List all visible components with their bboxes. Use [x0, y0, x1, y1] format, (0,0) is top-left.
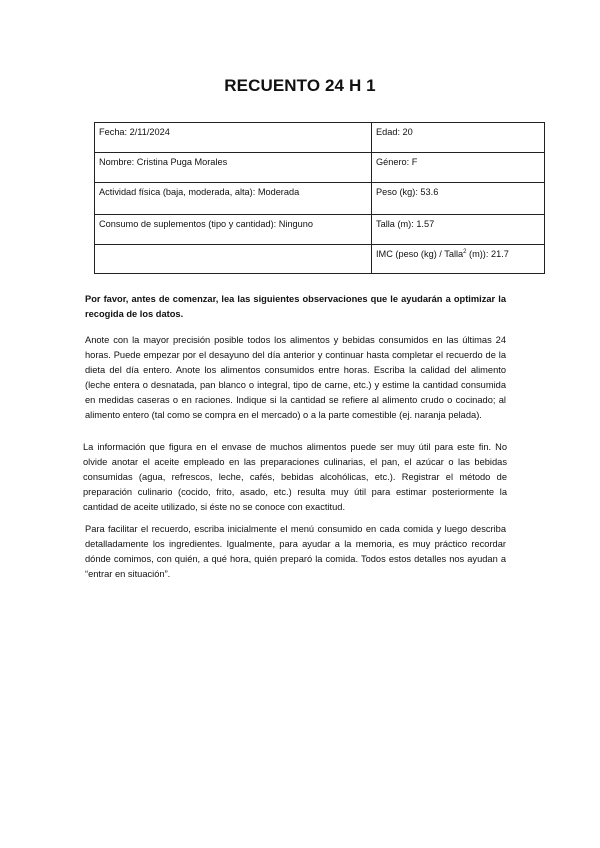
supplements-cell: Consumo de suplementos (tipo y cantidad): Ninguno: [95, 215, 372, 245]
table-row: [95, 153, 545, 183]
table-row: [95, 245, 545, 274]
document-title: RECUENTO 24 H 1: [224, 76, 376, 95]
table-row: [95, 123, 545, 153]
physical-activity-cell: Actividad física (baja, moderada, alta): Moderada: [95, 183, 372, 215]
paragraph-instructions: Anote con la mayor precisión posible todos los alimentos y bebidas consumidos en las últimas 24 horas. Puede empezar por el desayuno del día anterior y continuar hasta completar el recuerdo de la dieta del día entero. Anote los alimentos consumidos entre horas. Escriba la calidad del alimento (leche entera o desnatada, pan blanco o integral, tipo de carne, etc.) y estime la cantidad consumida en medidas caseras o en raciones. Indique si la cantidad se refiere al alimento crudo o cocinado; al alimento entero (tal como se compra en el mercado) o a la parte comestible (ej. naranja pelada).: [85, 335, 506, 420]
date-cell: Fecha: 2/11/2024: [95, 123, 372, 153]
gender-cell: Género: F: [372, 153, 545, 183]
patient-info-table: [94, 122, 545, 274]
empty-cell: [95, 245, 372, 274]
height-cell: Talla (m): 1.57: [372, 215, 545, 245]
bmi-cell: [372, 245, 545, 274]
table-row: [95, 215, 545, 245]
name-cell: Nombre: Cristina Puga Morales: [95, 153, 372, 183]
age-cell: Edad: 20: [372, 123, 545, 153]
paragraph-recall-tips: Para facilitar el recuerdo, escriba inicialmente el menú consumido en cada comida y luego describa detalladamente los ingredientes. Igualmente, para ayudar a la memoria, es muy práctico recordar dónde comimos, con quién, a qué hora, quién preparó la comida. Todos estos detalles nos ayudan a “entrar en situación”.: [85, 524, 506, 579]
table-row: [95, 183, 545, 215]
weight-cell: Peso (kg): 53.6: [372, 183, 545, 215]
bmi-value: (m)): 21.7: [466, 249, 509, 260]
intro-notice: Por favor, antes de comenzar, lea las siguientes observaciones que le ayudarán a optimizar la recogida de los datos.: [85, 294, 506, 319]
bmi-exponent: 2: [463, 249, 467, 255]
bmi-label: IMC (peso (kg) / Talla: [376, 249, 464, 260]
paragraph-label-info: La información que figura en el envase de muchos alimentos puede ser muy útil para este fin. No olvide anotar el aceite empleado en las preparaciones culinarias, el pan, el azúcar o las bebidas consumidas (agua, refrescos, leche, cafés, bebidas alcohólicas, etc.). Registrar el método de preparación culinario (cocido, frito, asado, etc.) resulta muy útil para estimar posteriormente la cantidad de aceite utilizado, si éste no se conoce con exactitud.: [83, 442, 507, 512]
